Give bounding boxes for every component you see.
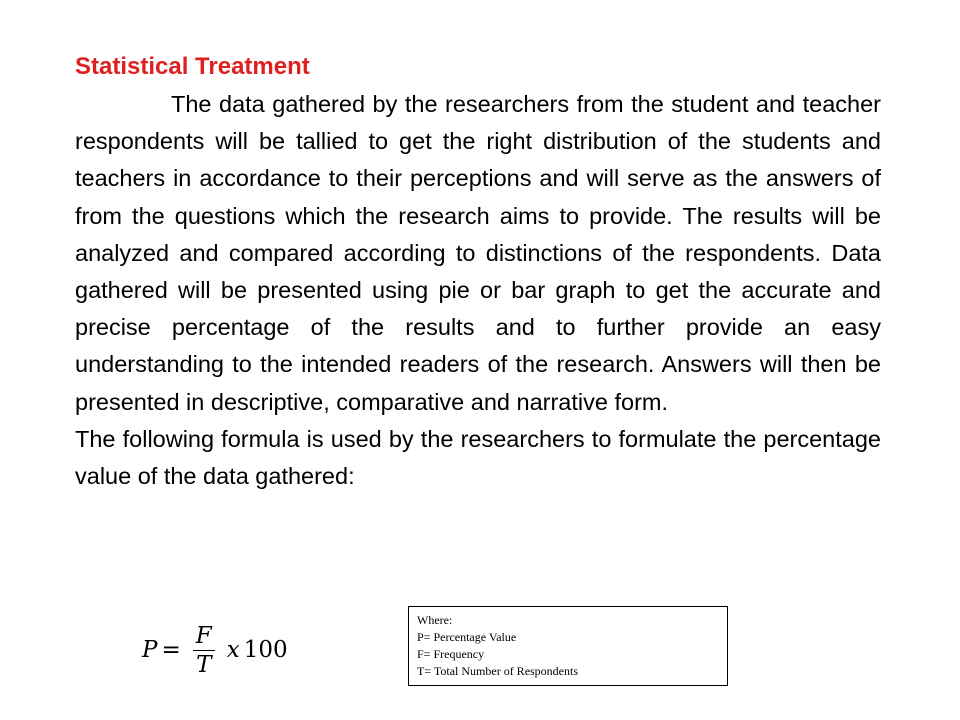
formula-legend-box	[408, 606, 728, 686]
paragraph-statistical-treatment: The data gathered by the researchers from the student and teacher respondents will be tallied to get the right distribution of the students and teachers in accordance to their perceptions and will serve as the answers of from the questions which the research aims to provide. The results will be analyzed and compared according to distinctions of the respondents. Data gathered will be presented using pie or bar graph to get the accurate and precise percentage of the results and to further provide an easy understanding to the intended readers of the research. Answers will then be presented in descriptive, comparative and narrative form.	[75, 91, 881, 415]
formula-denominator: T	[196, 651, 212, 678]
formula-lhs: P	[142, 637, 158, 663]
formula-equals: =	[161, 637, 181, 663]
formula-numerator: F	[193, 622, 215, 651]
legend-item-f: F= Frequency	[417, 647, 485, 661]
formula-times: x	[226, 637, 240, 663]
section-heading: Statistical Treatment	[75, 53, 310, 80]
formula-multiplier: 100	[243, 637, 288, 663]
legend-title: Where:	[417, 613, 453, 627]
legend-item-t: T= Total Number of Respondents	[417, 664, 579, 678]
formula-fraction	[193, 622, 215, 679]
body-text	[75, 86, 881, 495]
legend-item-p: P= Percentage Value	[417, 630, 517, 644]
percentage-formula	[142, 618, 288, 682]
paragraph-formula-intro: The following formula is used by the researchers to formulate the percentage value of the data gathered:	[75, 425, 881, 490]
